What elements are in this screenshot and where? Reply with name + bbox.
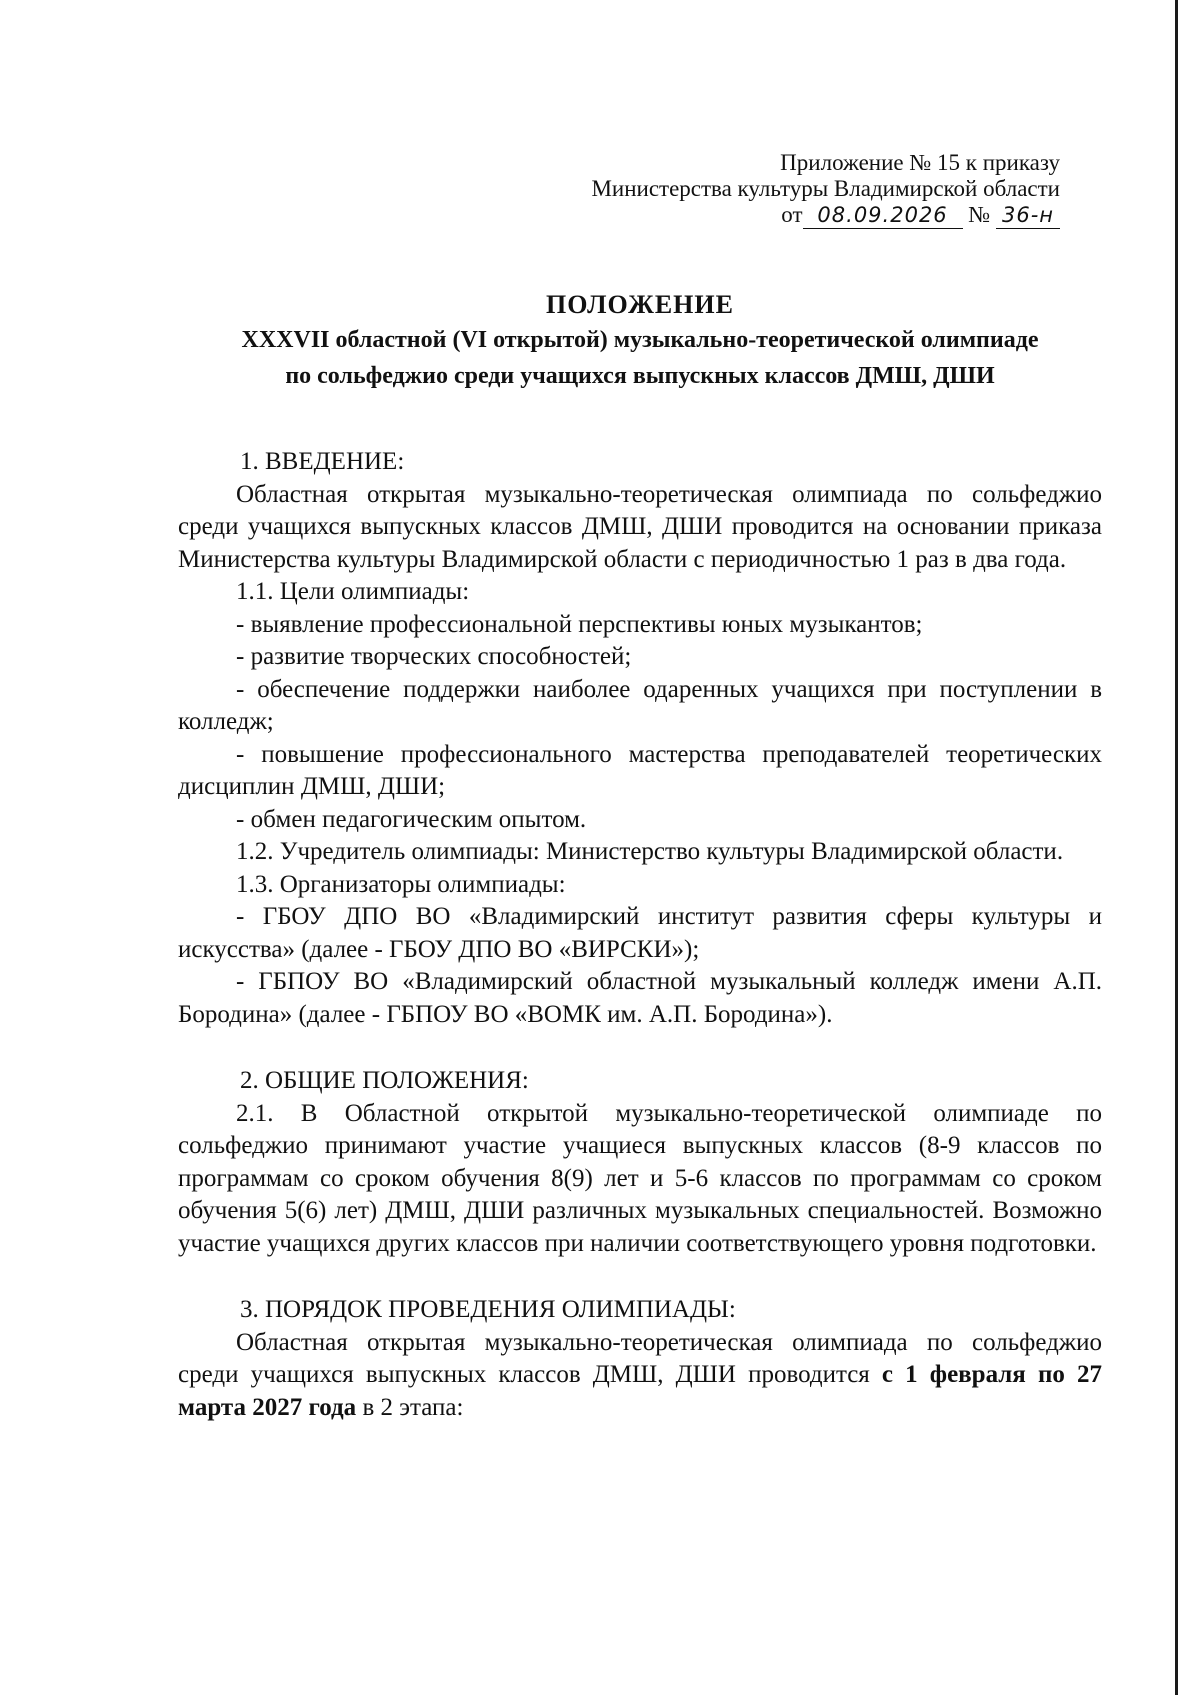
goal-item: - повышение профессионального мастерства преподавателей теоретических дисциплин ДМШ, ДШИ; <box>178 740 1102 800</box>
founder-paragraph: 1.2. Учредитель олимпиады: Министерство культуры Владимирской области. <box>236 838 1064 865</box>
organizer-item: - ГБОУ ДПО ВО «Владимирский институт развития сферы культуры и искусства» (далее - ГБОУ ДПО ВО «ВИРСКИ»); <box>178 903 1102 963</box>
title-line-3: по сольфеджио среди учащихся выпускных классов ДМШ, ДШИ <box>285 363 995 389</box>
goal-item: - обеспечение поддержки наиболее одаренных учащихся при поступлении в колледж; <box>178 675 1102 735</box>
section-1-intro: Областная открытая музыкально-теоретическая олимпиада по сольфеджио среди учащихся выпускных классов ДМШ, ДШИ проводится на основании приказа Министерства культуры Владимирской области с периодичностью 1 раз в два года. <box>178 480 1102 573</box>
section-gap <box>178 1031 1102 1065</box>
date-prefix: от <box>781 202 803 227</box>
section-gap <box>178 1260 1102 1294</box>
scan-edge-line <box>1175 0 1178 1695</box>
document-title <box>180 288 1100 394</box>
section-1-heading: 1. ВВЕДЕНИЕ: <box>240 448 405 475</box>
goal-item: - обмен педагогическим опытом. <box>236 805 587 833</box>
organizer-item: - ГБПОУ ВО «Владимирский областной музыкальный колледж имени А.П. Бородина» (далее - ГБПОУ ВО «ВОМК им. А.П. Бородина»). <box>178 968 1102 1028</box>
handwritten-number: 36-н <box>996 202 1060 229</box>
date-number-line <box>591 202 1060 229</box>
goal-item: - выявление профессиональной перспективы юных музыкантов; <box>236 610 923 638</box>
section-3-text-start: Областная открытая музыкально-теоретическая олимпиада по сольфеджио среди учащихся выпускных классов ДМШ, ДШИ проводится <box>178 1328 1102 1388</box>
handwritten-date: 08.09.2026 <box>803 202 963 229</box>
section-3-text-end: в 2 этапа: <box>356 1393 464 1421</box>
section-2-paragraph: 2.1. В Областной открытой музыкально-теоретической олимпиаде по сольфеджио принимают участие учащиеся выпускных классов (8-9 классов по программам со сроком обучения 8(9) лет и 5-6 классов по программам со сроком обучения 5(6) лет) ДМШ, ДШИ различных музыкальных специальностей. Возможно участие учащихся других классов при наличии соответствующего уровня подготовки. <box>178 1099 1102 1257</box>
goals-heading: 1.1. Цели олимпиады: <box>236 578 470 605</box>
appendix-header <box>591 150 1060 229</box>
title-main: ПОЛОЖЕНИЕ <box>546 290 734 319</box>
section-3-dates-bold: с 1 февраля по 27 марта 2027 года <box>178 1361 1102 1421</box>
document-body <box>178 446 1102 1424</box>
goal-item: - развитие творческих способностей; <box>236 643 632 670</box>
section-3-heading: 3. ПОРЯДОК ПРОВЕДЕНИЯ ОЛИМПИАДЫ: <box>240 1296 736 1323</box>
section-2-heading: 2. ОБЩИЕ ПОЛОЖЕНИЯ: <box>240 1067 529 1094</box>
number-prefix: № <box>968 202 991 227</box>
title-line-2: XXXVII областной (VI открытой) музыкально-теоретической олимпиаде <box>241 327 1039 353</box>
ministry-line: Министерства культуры Владимирской области <box>591 176 1060 201</box>
organizers-heading: 1.3. Организаторы олимпиады: <box>236 870 566 898</box>
section-3-paragraph <box>178 1327 1102 1425</box>
appendix-line: Приложение № 15 к приказу <box>780 150 1060 175</box>
